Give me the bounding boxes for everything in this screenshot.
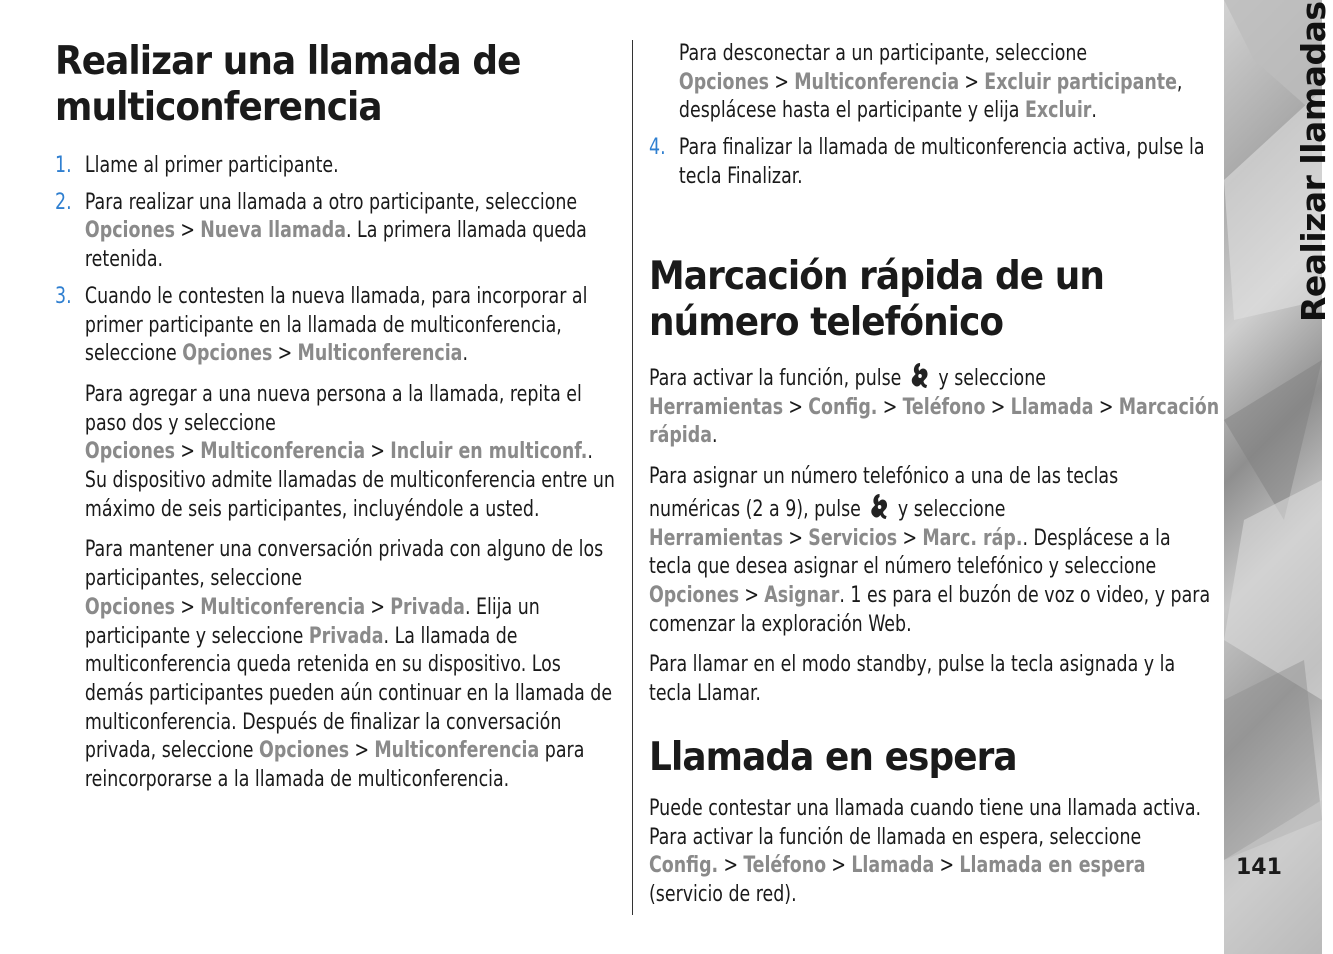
menu-key-icon — [908, 361, 931, 391]
paragraph-standby: Para llamar en el modo standby, pulse la tecla asignada y la tecla Llamar. — [649, 652, 1176, 707]
paragraph-activate: Para activar la función, pulse y seleccione Herramientas > Config. > Teléfono > Llamada > Marcación rápida. — [649, 361, 1212, 451]
page-number: 141 — [1236, 855, 1282, 880]
right-body-speed-dial — [649, 361, 1220, 709]
steps-list-continued — [649, 134, 1212, 191]
heading-multiconference: Realizar una llamada de multiconferencia — [55, 39, 521, 130]
paragraph-disconnect: Para desconectar a un participante, seleccione Opciones > Multiconferencia > Excluir participante, desplácese hasta el participante y elija Excluir. — [678, 41, 1183, 124]
list-item: 4. Para finalizar la llamada de multiconferencia activa, pulse la tecla Finalizar. — [649, 135, 1205, 189]
column-divider — [632, 40, 633, 915]
section-title-text: Realizar llamadas — [1294, 1, 1333, 322]
heading-call-waiting: Llamada en espera — [649, 735, 1017, 780]
paragraph-private-conversation: Para mantener una conversación privada con alguno de los participantes, seleccione Opciones > Multiconferencia > Privada. Elija un participante y seleccione Privada. La llamada de multiconferencia queda retenida en su dispositivo. Los demás participantes pueden aún continuar en la llamada de multiconferencia. Después de finalizar la conversación privada, seleccione Opciones > Multiconferencia para reincorporarse a la llamada de multiconferencia. — [84, 537, 613, 793]
paragraph-add-person: Para agregar a una nueva persona a la llamada, repita el paso dos y seleccione Opciones > Multiconferencia > Incluir en multiconf.. Su dispositivo admite llamadas de multiconferencia entre un máximo de seis participantes, incluyéndole a usted. — [84, 381, 615, 522]
right-body-top — [649, 40, 1212, 192]
paragraph-assign: Para asignar un número telefónico a una de las teclas numéricas (2 a 9), pulse y seleccione Herramientas > Servicios > Marc. ráp.. Desplácese a la tecla que desea asignar el número telefónico y seleccione Opciones > Asignar. 1 es para el buzón de voz o video, y para comenzar la exploración Web. — [649, 464, 1211, 637]
heading-speed-dial: Marcación rápida de un número telefónico — [649, 254, 1104, 345]
paragraph-call-waiting: Puede contestar una llamada cuando tiene una llamada activa. Para activar la función de llamada en espera, seleccione Config. > Teléfono > Llamada > Llamada en espera (servicio de red). — [649, 796, 1202, 908]
left-body — [55, 152, 618, 795]
list-item: 3. Cuando le contesten la nueva llamada, para incorporar al primer participante en la llamada de multiconferencia, seleccione Opciones > Multiconferencia. — [55, 283, 588, 367]
list-item: 2. Para realizar una llamada a otro participante, seleccione Opciones > Nueva llamada. La primera llamada queda retenida. — [55, 189, 587, 273]
steps-list — [55, 152, 618, 369]
list-item: 1. Llame al primer participante. — [55, 153, 339, 178]
menu-key-icon — [868, 492, 891, 522]
right-body-call-waiting — [649, 795, 1212, 910]
section-title — [1224, 0, 1333, 330]
